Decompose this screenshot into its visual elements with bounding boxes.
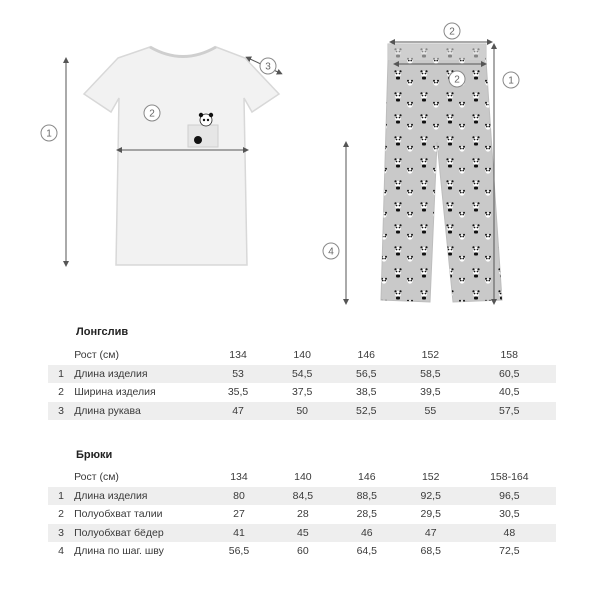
size-140: 140 (294, 471, 312, 484)
svg-text:3: 3 (265, 61, 271, 73)
pants-illustration (381, 44, 502, 302)
svg-text:4: 4 (328, 246, 334, 258)
pants-size-table (48, 468, 556, 561)
marker-2-pants-waist (449, 71, 465, 87)
table-row: 2 Ширина изделия 35,5 37,5 38,5 39,5 40,5 (58, 386, 520, 399)
marker-3-tshirt (260, 58, 276, 74)
svg-text:1: 1 (508, 75, 514, 87)
pants-title: Брюки (76, 449, 113, 461)
svg-text:2: 2 (149, 108, 155, 120)
svg-text:2: 2 (454, 74, 460, 86)
marker-1-pants (503, 72, 519, 88)
longsleeve-title: Лонгслив (76, 326, 129, 338)
tshirt-illustration (84, 47, 279, 265)
table-row: 1 Длина изделия 53 54,5 56,5 58,5 60,5 (48, 365, 556, 384)
size-146: 146 (358, 471, 376, 484)
table-row: 3 Полуобхват бёдер 41 45 46 47 48 (48, 524, 556, 543)
table-row: 1 Длина изделия 80 84,5 88,5 92,5 96,5 (48, 487, 556, 506)
size-152: 152 (421, 471, 440, 484)
size-140: 140 (293, 349, 311, 362)
table-row: 3 Длина рукава 47 50 52,5 55 57,5 (48, 402, 556, 421)
marker-2-tshirt (144, 105, 160, 121)
size-146: 146 (357, 349, 376, 362)
svg-text:2: 2 (449, 26, 455, 38)
table-row: 4 Длина по шаг. шву 56,5 60 64,5 68,5 72,5 (58, 545, 520, 558)
size-134: 134 (230, 471, 248, 484)
size-158-164: 158-164 (490, 471, 529, 484)
table-header-row (48, 468, 556, 487)
marker-4-pants (323, 243, 339, 259)
marker-2-pants-top (444, 23, 460, 39)
header-label: Рост (см) (74, 471, 119, 484)
table-row: 2 Полуобхват талии 27 28 28,5 29,5 30,5 (58, 508, 520, 521)
marker-1-tshirt (41, 125, 57, 141)
svg-text:1: 1 (46, 128, 52, 140)
size-134: 134 (229, 349, 247, 362)
size-158: 158 (500, 349, 518, 362)
table-header-row (48, 346, 556, 365)
header-label: Рост (см) (74, 349, 120, 362)
longsleeve-size-table (48, 346, 556, 420)
size-152: 152 (421, 349, 440, 362)
